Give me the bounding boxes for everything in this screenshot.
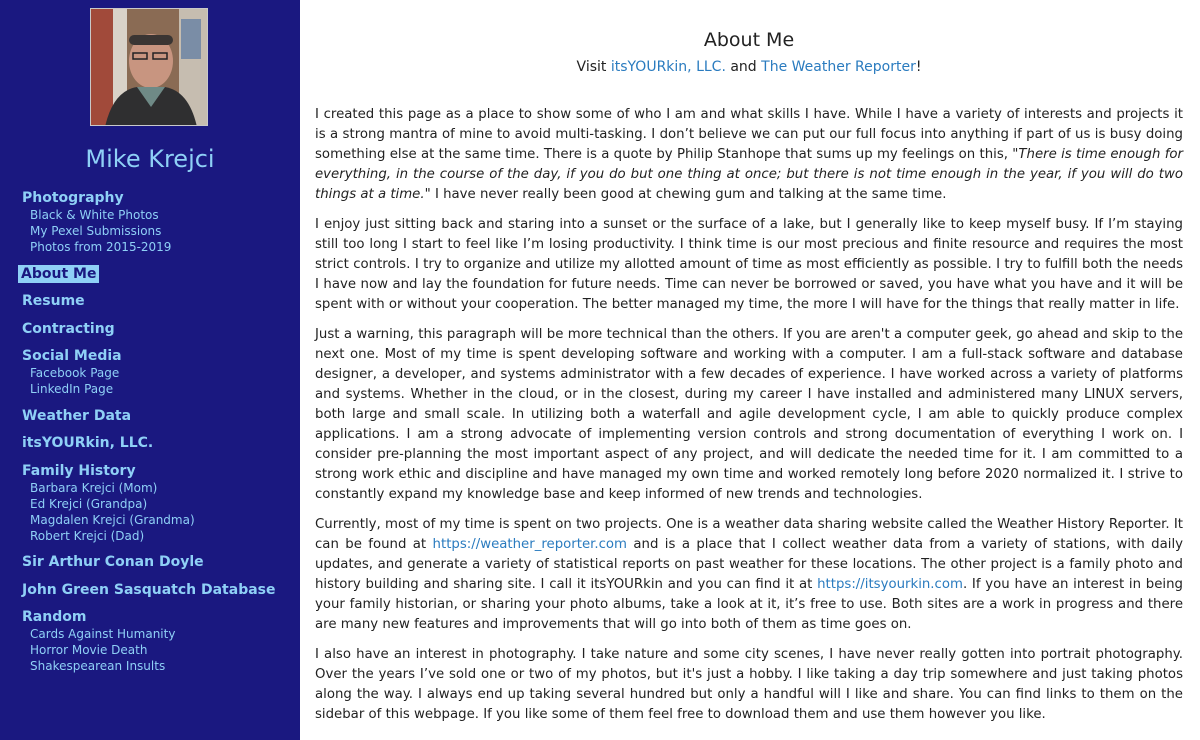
- nav-family-grandma[interactable]: Magdalen Krejci (Grandma): [30, 512, 195, 527]
- nav-linkedin[interactable]: LinkedIn Page: [30, 382, 114, 396]
- nav-random[interactable]: Random: [22, 609, 87, 625]
- nav-cards-against-humanity[interactable]: Cards Against Humanity: [30, 627, 176, 641]
- paragraph-1: [315, 105, 1183, 205]
- nav-family-history[interactable]: Family History: [22, 462, 136, 479]
- nav-sasquatch[interactable]: John Green Sasquatch Database: [22, 581, 276, 598]
- nav-family-grandpa[interactable]: Ed Krejci (Grandpa): [30, 496, 148, 511]
- profile-name: Mike Krejci: [85, 145, 215, 173]
- visit-line: [315, 57, 1183, 77]
- paragraph-5: I also have an interest in photography. I take nature and some city scenes, I have never really gotten into portrait photography. Over the years I’ve sold one or two of my photos, but it's just a hobby. I like taking a day trip somewhere and just taking photos along the way. I always end up taking several hundred but only a handful will I like and share. You can find links to them on the sidebar of this webpage. If you like some of them feel free to download them and use them however you like.: [315, 647, 1183, 722]
- p1-text: I created this page as a place to show some of who I am and what skills I have. While I have a variety of interests and projects it is a strong mantra of mine to avoid multi-tasking. I don’t believe we can put our full focus into anything if part of us is busy doing something else at the same time. There is a quote by Philip Stanhope that sums up my feelings on this,: [315, 107, 1183, 162]
- p1-text-end: I have never really been good at chewing gum and talking at the same time.: [430, 187, 947, 202]
- itsyourkin-url-link[interactable]: https://itsyourkin.com: [817, 577, 963, 592]
- nav-weather-data[interactable]: Weather Data: [22, 407, 132, 424]
- paragraph-4: [315, 515, 1183, 635]
- visit-and: and: [725, 59, 762, 75]
- stanhope-quote: "There is time enough for everything, in the course of the day, if you do but one thing at once; but there is not time enough in the year, if you will do two things at a time.": [315, 147, 1183, 202]
- paragraph-3: Just a warning, this paragraph will be more technical than the others. If you are aren't a computer geek, go ahead and skip to the next one. Most of my time is spent developing software and working with a computer. I am a full-stack software and database designer, a developer, and systems administrator with a few decades of experience. I have worked across a variety of platforms and systems. Whether in the cloud, or in the closest, during my career I have installed and administered many LINUX servers, both large and small scale. In utilizing both a waterfall and agile development cycle, I am able to quickly produce complex applications. I am a strong advocate of implementing version controls and strong documentation of everything I work on. I consider pre-planning the most important aspect of any project, and will dedicate the needed time for it. I am committed to a strong work ethic and discipline and have managed my own time and worked remotely long before 2020 normalized it. I strive to constantly expand my knowledge base and keep informed of new trends and technologies.: [315, 327, 1183, 502]
- paragraph-2: I enjoy just sitting back and staring into a sunset or the surface of a lake, but I generally like to keep myself busy. If I’m staying still too long I start to feel like I’m losing productivity. I think time is our most precious and finite resource and requires the most strict controls. I try to organize and utilize my allotted amount of time as most efficiently as possible. I try to fulfill both the needs I have now and lay the foundation for future needs. Time can never be borrowed or saved, you have what you have and it will be spent with or without your cooperation. The better managed my time, the more I will have for the things that really matter in life.: [315, 217, 1183, 312]
- weather-reporter-url-link[interactable]: https://weather_reporter.com: [432, 537, 628, 552]
- p4-text-mid: and is a place that I collect weather data from a variety of stations, with daily updates, and generate a variety of statistical reports on past weather for these locations. The other project is a family photo and history building and sharing site. I call it itsYOURkin and you can find it at: [315, 537, 1184, 592]
- nav-contracting[interactable]: Contracting: [22, 320, 115, 337]
- nav-facebook[interactable]: Facebook Page: [30, 366, 120, 380]
- sidebar-nav: [22, 189, 292, 674]
- p4-text: Currently, most of my time is spent on two projects. One is a weather data sharing website called the Weather History Reporter. It can be found at: [315, 517, 1183, 552]
- avatar: [90, 8, 208, 126]
- visit-suffix: !: [915, 59, 922, 75]
- about-body: [315, 105, 1183, 725]
- nav-horror-movie-death[interactable]: Horror Movie Death: [30, 643, 148, 657]
- nav-social-media[interactable]: Social Media: [22, 348, 122, 364]
- nav-family-dad[interactable]: Robert Krejci (Dad): [30, 528, 145, 543]
- nav-photo-2015-2019[interactable]: Photos from 2015-2019: [30, 240, 172, 254]
- nav-conan-doyle[interactable]: Sir Arthur Conan Doyle: [22, 554, 204, 570]
- nav-photo-pexel[interactable]: My Pexel Submissions: [30, 224, 162, 238]
- nav-photo-bw[interactable]: Black & White Photos: [30, 208, 159, 222]
- visit-weather-reporter-link[interactable]: The Weather Reporter: [761, 59, 916, 75]
- nav-photography[interactable]: Photography: [22, 190, 124, 206]
- nav-resume[interactable]: Resume: [22, 293, 85, 309]
- visit-prefix: Visit: [576, 59, 611, 75]
- page-title: About Me: [703, 29, 795, 51]
- nav-about-me[interactable]: About Me: [18, 265, 99, 283]
- main-content: [315, 0, 1183, 735]
- visit-itsyourkin-link[interactable]: itsYOURkin, LLC.: [610, 59, 726, 75]
- nav-shakespearean-insults[interactable]: Shakespearean Insults: [30, 659, 166, 673]
- sidebar: [0, 0, 300, 740]
- p4-text-end: . If you have an interest in being your family historian, or sharing your photo albums, take a look at it, it’s free to use. Both sites are a work in progress and there are many new features and improvements that will go into both of them as time goes on.: [315, 577, 1183, 632]
- nav-family-mom[interactable]: Barbara Krejci (Mom): [30, 480, 158, 495]
- nav-itsyourkin[interactable]: itsYOURkin, LLC.: [22, 435, 154, 451]
